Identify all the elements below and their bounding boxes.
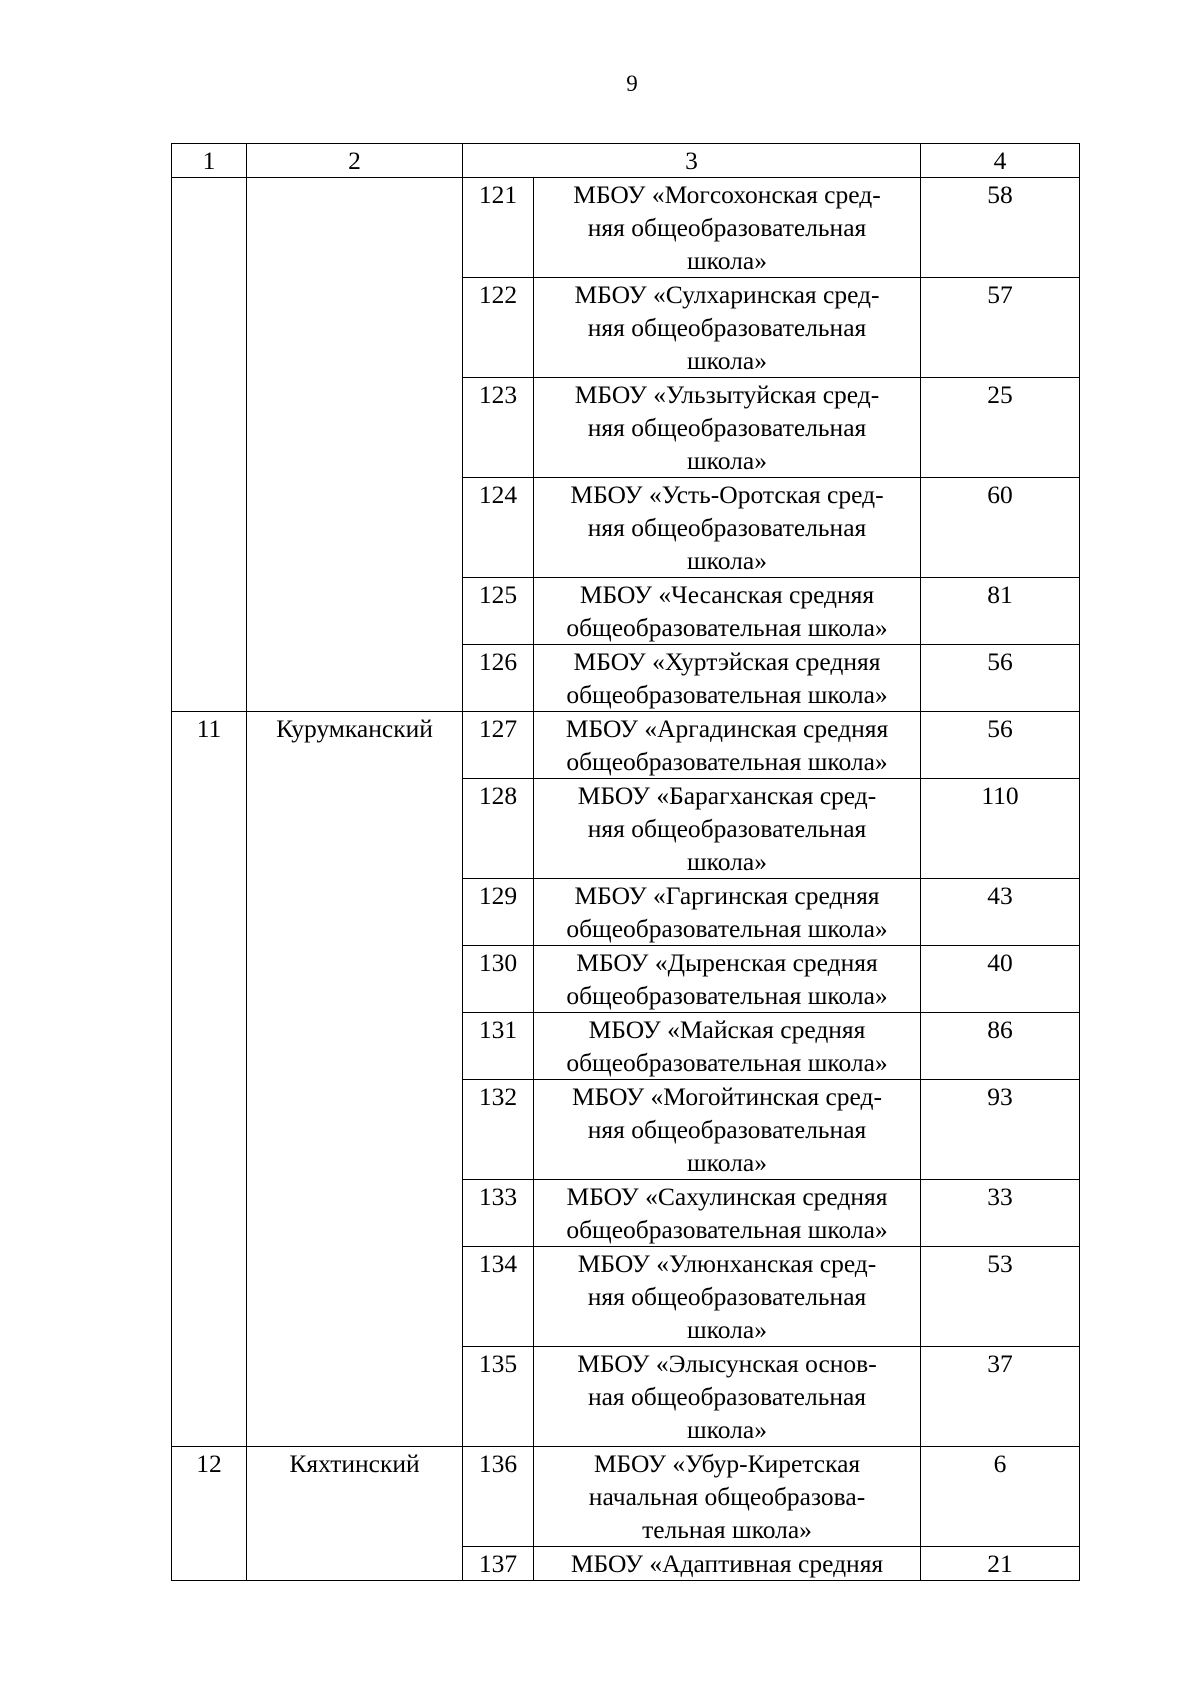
school-number-cell: 134 — [463, 1247, 534, 1347]
header-cell-3: 3 — [463, 144, 921, 178]
school-name-line: школа» — [687, 546, 767, 575]
region-number-cell: 11 — [172, 712, 247, 1447]
table-row — [172, 1447, 1080, 1547]
region-number-cell — [172, 178, 247, 712]
school-name-line: МБОУ «Гаргинская средняя — [574, 881, 880, 910]
school-name-cell — [534, 578, 921, 645]
table-row — [172, 178, 1080, 278]
school-name-cell — [534, 1447, 921, 1547]
student-count-cell: 56 — [921, 712, 1080, 779]
school-name-cell — [534, 779, 921, 879]
school-name-line: начальная общеобразова- — [588, 1482, 866, 1511]
school-number-cell: 129 — [463, 879, 534, 946]
table-header-row — [172, 144, 1080, 178]
table-row — [172, 712, 1080, 779]
school-name-line: школа» — [687, 246, 767, 275]
school-name-line: МБОУ «Сахулинская средняя — [566, 1182, 888, 1211]
school-name-cell — [534, 278, 921, 378]
school-number-cell: 131 — [463, 1013, 534, 1080]
region-name-cell: Кяхтинский — [247, 1447, 463, 1581]
school-number-cell: 127 — [463, 712, 534, 779]
school-number-cell: 130 — [463, 946, 534, 1013]
school-number-cell: 135 — [463, 1347, 534, 1447]
student-count-cell: 53 — [921, 1247, 1080, 1347]
school-name-line: няя общеобразовательная — [587, 313, 867, 342]
school-name-cell — [534, 1547, 921, 1581]
school-number-cell: 128 — [463, 779, 534, 879]
table-body — [172, 144, 1080, 1581]
student-count-cell: 6 — [921, 1447, 1080, 1547]
school-name-line: няя общеобразовательная — [587, 513, 867, 542]
student-count-cell: 81 — [921, 578, 1080, 645]
school-name-line: няя общеобразовательная — [587, 1115, 867, 1144]
school-name-cell — [534, 712, 921, 779]
school-name-line: МБОУ «Майская средняя — [588, 1015, 866, 1044]
school-name-line: МБОУ «Барагханская сред- — [577, 781, 877, 810]
school-name-line: ная общеобразовательная — [587, 1382, 867, 1411]
school-number-cell: 132 — [463, 1080, 534, 1180]
page-number: 9 — [626, 71, 638, 96]
student-count-cell: 37 — [921, 1347, 1080, 1447]
school-name-line: общеобразовательная школа» — [566, 680, 888, 709]
school-name-line: МБОУ «Адаптивная средняя — [570, 1549, 884, 1578]
region-name-cell: Курумканский — [247, 712, 463, 1447]
school-name-line: школа» — [687, 1315, 767, 1344]
school-name-cell — [534, 378, 921, 478]
school-name-line: няя общеобразовательная — [587, 213, 867, 242]
student-count-cell: 57 — [921, 278, 1080, 378]
school-name-line: МБОУ «Чесанская средняя — [579, 580, 875, 609]
school-name-line: МБОУ «Сулхаринская сред- — [574, 280, 880, 309]
school-number-cell: 124 — [463, 478, 534, 578]
school-name-cell — [534, 178, 921, 278]
school-number-cell: 121 — [463, 178, 534, 278]
school-name-line: общеобразовательная школа» — [566, 1215, 888, 1244]
student-count-cell: 93 — [921, 1080, 1080, 1180]
school-number-cell: 136 — [463, 1447, 534, 1547]
school-name-cell — [534, 1013, 921, 1080]
region-number-cell: 12 — [172, 1447, 247, 1581]
school-number-cell: 137 — [463, 1547, 534, 1581]
school-name-line: общеобразовательная школа» — [566, 1048, 888, 1077]
school-name-cell — [534, 478, 921, 578]
header-cell-2: 2 — [247, 144, 463, 178]
student-count-cell: 86 — [921, 1013, 1080, 1080]
school-number-cell: 126 — [463, 645, 534, 712]
school-name-line: няя общеобразовательная — [587, 413, 867, 442]
school-number-cell: 123 — [463, 378, 534, 478]
student-count-cell: 58 — [921, 178, 1080, 278]
school-name-line: МБОУ «Улюнханская сред- — [577, 1249, 877, 1278]
school-name-line: МБОУ «Элысунская основ- — [577, 1349, 877, 1378]
student-count-cell: 110 — [921, 779, 1080, 879]
school-name-line: школа» — [687, 1148, 767, 1177]
school-name-line: школа» — [687, 1415, 767, 1444]
school-name-line: общеобразовательная школа» — [566, 747, 888, 776]
school-name-line: МБОУ «Могсохонская сред- — [573, 180, 881, 209]
student-count-cell: 60 — [921, 478, 1080, 578]
school-name-line: няя общеобразовательная — [587, 814, 867, 843]
school-name-line: МБОУ «Хуртэйская средняя — [573, 647, 881, 676]
school-name-line: общеобразовательная школа» — [566, 981, 888, 1010]
schools-table — [171, 143, 1080, 1581]
student-count-cell: 33 — [921, 1180, 1080, 1247]
region-name-cell — [247, 178, 463, 712]
school-name-line: МБОУ «Усть-Оротская сред- — [570, 480, 884, 509]
school-name-line: школа» — [687, 446, 767, 475]
school-number-cell: 122 — [463, 278, 534, 378]
school-name-line: МБОУ «Аргадинская средняя — [565, 714, 889, 743]
school-name-line: тельная школа» — [642, 1515, 812, 1544]
school-name-line: общеобразовательная школа» — [566, 613, 888, 642]
school-number-cell: 133 — [463, 1180, 534, 1247]
school-name-cell — [534, 1080, 921, 1180]
school-name-cell — [534, 1180, 921, 1247]
school-name-line: школа» — [687, 346, 767, 375]
school-name-cell — [534, 879, 921, 946]
school-name-line: няя общеобразовательная — [587, 1282, 867, 1311]
student-count-cell: 56 — [921, 645, 1080, 712]
school-name-cell — [534, 1347, 921, 1447]
school-number-cell: 125 — [463, 578, 534, 645]
school-name-line: МБОУ «Ульзытуйская сред- — [574, 380, 880, 409]
school-name-line: МБОУ «Убур-Киретская — [593, 1449, 861, 1478]
student-count-cell: 40 — [921, 946, 1080, 1013]
school-name-cell — [534, 645, 921, 712]
header-cell-4: 4 — [921, 144, 1080, 178]
school-name-line: МБОУ «Дыренская средняя — [576, 948, 878, 977]
student-count-cell: 25 — [921, 378, 1080, 478]
school-name-line: общеобразовательная школа» — [566, 914, 888, 943]
school-name-cell — [534, 1247, 921, 1347]
school-name-line: МБОУ «Могойтинская сред- — [571, 1082, 882, 1111]
student-count-cell: 43 — [921, 879, 1080, 946]
school-name-line: школа» — [687, 847, 767, 876]
student-count-cell: 21 — [921, 1547, 1080, 1581]
school-name-cell — [534, 946, 921, 1013]
header-cell-1: 1 — [172, 144, 247, 178]
